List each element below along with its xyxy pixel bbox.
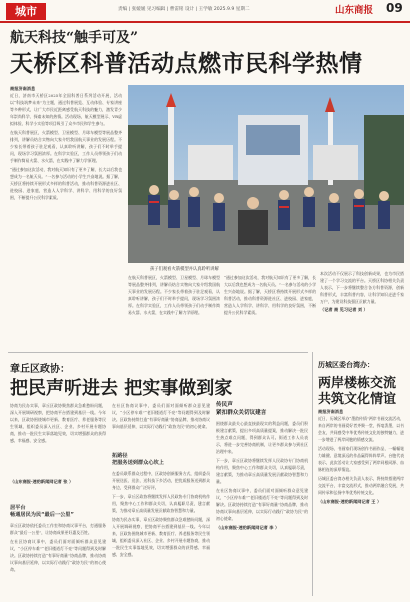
lead-byline: 商报济南消息 xyxy=(10,86,36,91)
licheng-headline-1: 两岸楼栋交流 xyxy=(318,376,397,391)
zhangqiu-headline: 把民声听进去 把实事做到家 xyxy=(10,378,233,399)
licheng-column xyxy=(318,408,404,596)
lead-text-3b: “通过参加这次活动，我对航天知识有了更多了解，长大以后我也想成为一名航天员。”一名参与活动的小学生兴奋地说。据了解，天桥区将持续开展形式多样的科普活动，推动科普资源进社区、进校园、进家庭，营造人人学科学、讲科学、用科学的良好氛围，不断提升公民科学素质。 xyxy=(224,275,316,315)
licheng-headline-2: 共筑文化情谊 xyxy=(318,392,397,407)
column-divider xyxy=(312,352,313,596)
lead-text-3: “通过参加这次活动，我对航天知识有了更多了解，长大以后我也想成为一名航天员。”一名参与活动的小学生兴奋地说。据了解，天桥区将持续开展形式多样的科普活动，推动科普资源进社区、进校园、进家庭，营造人人学科学、讲科学、用科学的良好氛围，不断提升公民科学素质。 xyxy=(10,167,122,200)
lead-column-4 xyxy=(320,270,404,348)
photo-caption: 孩子们观看火箭模型并认真聆听讲解 xyxy=(150,267,219,272)
dongzhou-text: 围绕群众最关心最直接最现实的利益问题，委员们积极建言献策，提出多项高质量提案，推动解决一批民生热点难点问题，得到群众认可。街道工作人员表示，将进一步完善协商机制，让更多群众参与到社区治理中来。 xyxy=(216,421,308,454)
zhangqiu-sub2-title xyxy=(112,453,210,467)
zhangqiu-text-1: 协商为民办实事，章丘区政协聚焦群众急难愁盼问题，深入开展调研视察，把协商平台搭建到基层一线。今年以来，区政协围绕城市更新、教育医疗、养老服务等民生领域，组织委员深入社区、企业、乡村开展专题协商，推动一批民生实事落地见效，切实增强群众的获得感、幸福感、安全感。 xyxy=(10,403,106,443)
zhangqiu-text-3b: 下一步，章丘区政协将继续发挥人民政协专门协商机构作用，聚焦中心工作和群众关切，认真履职尽责，建言献策，为推动章丘高质量发展贡献政协智慧和力量。 xyxy=(216,458,308,484)
lead-column-2b xyxy=(128,274,220,348)
zhangqiu-sub1-label: 居平台 畅通居民为民“最后一公里” xyxy=(10,505,74,518)
licheng-text-2: 活动现场，书画家们现场创作书画作品，一幅幅笔力雄健、意境深远的作品赢得阵阵掌声。台胞代表表示，此次活动让大家感受到了两岸同根同源、血脉相连的深厚情谊。 xyxy=(318,446,404,472)
lead-reporter: （记者 商 见习记者 刘 ） xyxy=(320,307,368,312)
newspaper-brand: 山东商报 xyxy=(335,5,374,16)
dongzhou-column xyxy=(216,420,308,596)
dongzhou-reporter: （山东商报·速豹新闻网记者 李 ） xyxy=(216,525,280,530)
zhangqiu-kicker: 章丘区政协： xyxy=(10,364,70,375)
zhangqiu-sub1-title xyxy=(10,505,106,519)
licheng-text-1: 近日，历城区举办“墨韵传情”两岸书画交流活动，来自两岸的书画爱好者齐聚一堂，挥毫泼墨，以书会友，共同感受中华优秀传统文化的独特魅力，进一步增进了两岸同胞的情感交流。 xyxy=(318,416,404,442)
zhangqiu-column-1 xyxy=(10,402,106,476)
lead-kicker: 航天科技“触手可及” xyxy=(10,30,139,46)
lead-text-1: 近日，济南市天桥区2025年全国科普日系列活动开展，活动以“科技筑梦未来”为主题，通过科普展览、互动体验、专家讲座等多种形式，让广大市民近距离感受航天科技的魅力，激发青少年崇尚科学、探索未知的热情。活动现场，航天模型展示、VR虚拟体验、科学小实验等项目吸引了众多市民和学生参与。 xyxy=(10,93,122,126)
lead-photo xyxy=(128,85,404,263)
page-header xyxy=(0,0,410,18)
lead-column-3b xyxy=(224,274,316,348)
zhangqiu-col2-text: 在社区协商议事中，委员们面对面倾听群众意见建议，“小区停车难”“老旧楼道灯不亮”等问题得到及时解决。区政协持续打造“有事好商量”协商品牌，推动协商议事向基层延伸，以实际行动践行“政协为民”的初心使命。 xyxy=(10,539,106,572)
licheng-reporter: （山东商报·速豹新闻网记者 王 ） xyxy=(318,499,382,504)
lead-headline: 天桥区科普活动点燃市民科学热情 xyxy=(10,50,363,77)
section-divider xyxy=(8,352,308,353)
licheng-byline: 商报济南消息 xyxy=(318,409,344,414)
science-event-photo xyxy=(128,85,404,263)
zhangqiu-column-2 xyxy=(112,402,210,450)
lead-text-4: 本次活动不仅展示了科技创新成果，也为市民搭建了一个学习交流的平台。天桥区科协相关负责人表示，下一步将继续整合各方科普资源，创新科普形式，丰富科普内容，让科学知识走进千家万户，为建设科技强区贡献力量。 xyxy=(320,271,404,304)
dongzhou-title-label: 传民声 紧扣群众关切议建言 xyxy=(216,402,267,416)
zhangqiu-text-1b: 协商为民办实事，章丘区政协聚焦群众急难愁盼问题，深入开展调研视察，把协商平台搭建到基层一线。今年以来，区政协围绕城市更新、教育医疗、养老服务等民生领域，组织委员深入社区、企业、乡村开展专题协商，推动一批民生实事落地见效，切实增强群众的获得感、幸福感、安全感。 xyxy=(112,517,210,557)
page-meta: 责编 | 张媛媛 见习编辑 | 曹雷铭 设计 | 王学敏 2025.9.9 星期二 xyxy=(118,7,250,12)
zhangqiu-text-2: 在社区协商议事中，委员们面对面倾听群众意见建议，“小区停车难”“老旧楼道灯不亮”等问题得到及时解决。区政协持续打造“有事好商量”协商品牌，推动协商议事向基层延伸，以实际行动践行“政协为民”的初心使命。 xyxy=(112,403,210,429)
dongzhou-title xyxy=(216,402,308,417)
header-rule xyxy=(0,21,410,23)
zhangqiu-sub1-text: 章丘区政协依托委员工作室和协商议事平台，打通服务群众“最后一公里”，让协商成果更好惠及百姓。 xyxy=(10,523,106,535)
zhangqiu-text-2b: 在社区协商议事中，委员们面对面倾听群众意见建议，“小区停车难”“老旧楼道灯不亮”等问题得到及时解决。区政协持续打造“有事好商量”协商品牌，推动协商议事向基层延伸，以实际行动践行“政协为民”的初心使命。 xyxy=(216,488,308,521)
zhangqiu-sub2-text: 在委员联系群众过程中，区政协创新服务方式，组织委员开展送医、送法、送科技下乡活动，把优质服务送到群众身边，受到群众广泛好评。 xyxy=(112,471,210,490)
zhangqiu-sub2-label: 拓路径 把服务送到群众心坎上 xyxy=(112,453,164,466)
page-number: 09 xyxy=(386,1,403,15)
zhangqiu-sub2-column xyxy=(112,470,210,596)
zhangqiu-reporter: （山东商报·速豹新闻网记者 张 ） xyxy=(10,479,74,484)
lead-column-1 xyxy=(10,85,122,271)
licheng-text-3: 历城区委台湾办相关负责人表示，将持续搭建两岸交流平台，丰富交流形式，推动两岸融合发展，共同传承和弘扬中华优秀传统文化。 xyxy=(318,476,404,495)
section-tag: 城市 xyxy=(6,3,46,20)
lead-text-2: 在航天科普展区，火箭模型、卫星模型、月球车模型等展品整齐排列，讲解员结合实物向大家介绍我国航天事业的发展历程。不少家长带着孩子驻足观看，认真聆听讲解，孩子们不时举手提问，现场学习氛围浓厚。在科学实验区，工作人员带领孩子们动手制作简易火箭、水火箭，在实践中了解力学原理。 xyxy=(10,130,122,163)
licheng-kicker: 历城区委台湾办： xyxy=(318,360,374,369)
lead-text-2b: 在航天科普展区，火箭模型、卫星模型、月球车模型等展品整齐排列，讲解员结合实物向大家介绍我国航天事业的发展历程。不少家长带着孩子驻足观看，认真聆听讲解，孩子们不时举手提问，现场学习氛围浓厚。在科学实验区，工作人员带领孩子们动手制作简易火箭、水火箭，在实践中了解力学原理。 xyxy=(128,275,220,315)
zhangqiu-sub1-column xyxy=(10,522,106,596)
zhangqiu-text-3: 下一步，章丘区政协将继续发挥人民政协专门协商机构作用，聚焦中心工作和群众关切，认真履职尽责，建言献策，为推动章丘高质量发展贡献政协智慧和力量。 xyxy=(112,494,210,513)
